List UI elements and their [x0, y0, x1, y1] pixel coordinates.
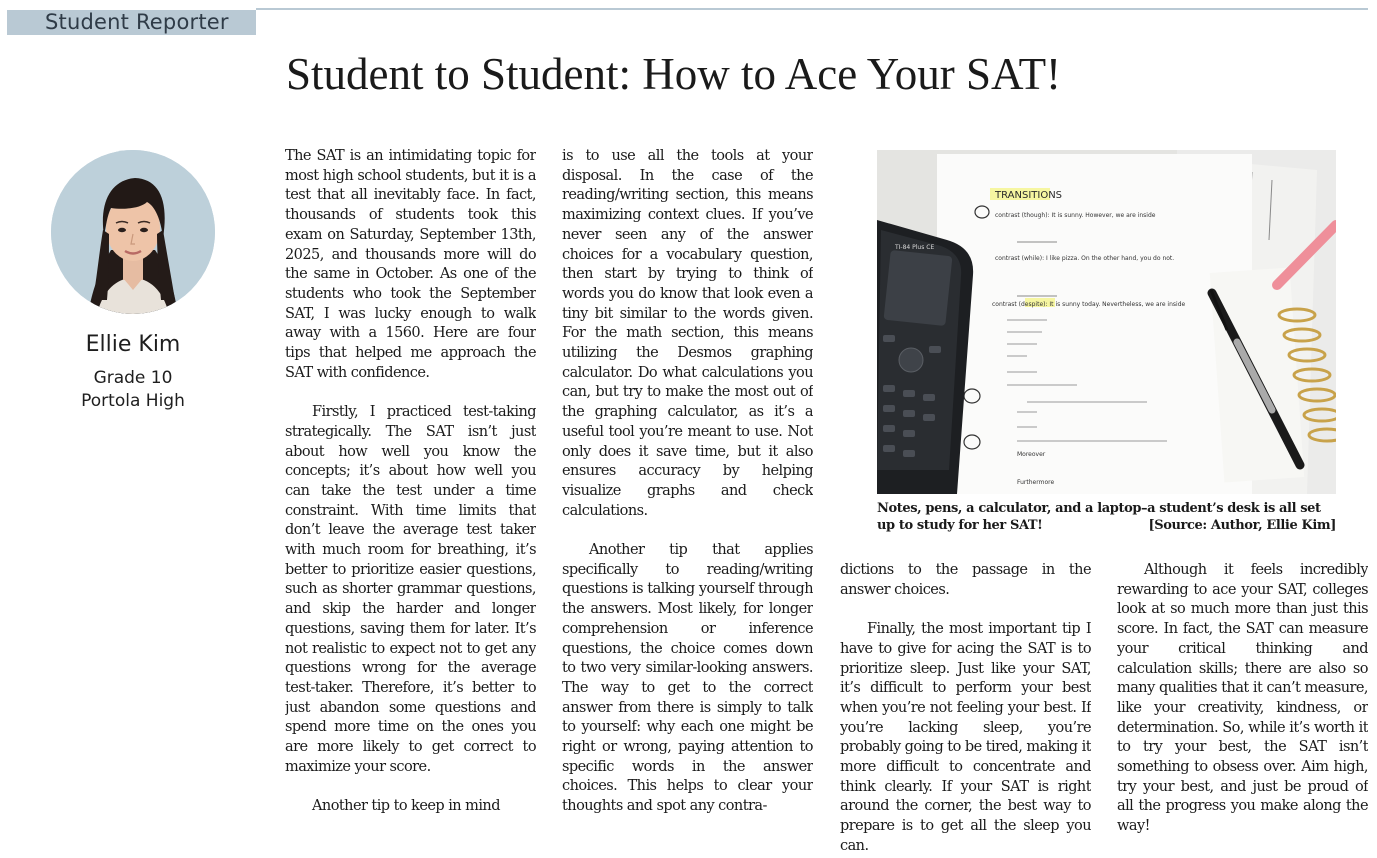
- article-paragraph: is to use all the tools at your disposal. In the case of the reading/writing section, this means maximizing context clues. If you’ve never seen any of the answer choices for a vocabulary question, then start by trying to think of words you do know that look even a tiny bit similar to the words given. For the math section, this means utilizing the Desmos graphing calculator. Do what calculations you can, but try to make the most out of the graphing calculator, as it’s a useful tool you’re meant to use. Not only does it save time, but it also ensures accuracy by helping visualize graphs and check calculations.: [562, 148, 813, 519]
- note-line: contrast (despite): It is sunny today. Nevertheless, we are inside: [992, 301, 1186, 308]
- article-paragraph: The SAT is an intimidating topic for most high school students, but it is a test that all inevitably face. In fact, thousands of students took this exam on Saturday, September 13th, 2025, and thousands more will do the same in October. As one of the students who took the September SAT, I was lucky enough to walk away with a 1560. Here are four tips that helped me approach the SAT with confidence.: [285, 148, 536, 381]
- article-paragraph: Although it feels incredibly rewarding to ace your SAT, colleges look at so much more than just this score. In fact, the SAT can measure your critical thinking and calculation skills; there are also so many qualities that it can’t measure, like your creativity, kindness, or determination. So, while it’s worth it to try your best, the SAT isn’t something to obsess over. Aim high, try your best, and just be proud of all the progress you make along the way!: [1117, 562, 1368, 835]
- photo-caption: [877, 500, 1336, 534]
- article-column-2: [562, 147, 813, 858]
- note-line: contrast (though): It is sunny. However, we are inside: [995, 212, 1156, 219]
- article-photo: [877, 150, 1336, 494]
- article-column-3: [840, 561, 1091, 858]
- author-name: Ellie Kim: [85, 332, 181, 357]
- headline: Student to Student: How to Ace Your SAT!: [286, 49, 1062, 99]
- article-paragraph: Another tip that applies specifically to reading/writing questions is talking yourself through the answers. Most likely, for longer comprehension or inference questions, the choice comes down to two very similar-looking answers. The way to get to the correct answer from there is simply to talk to yourself: why each one might be right or wrong, paying attention to specific words in the answer choices. This helps to clear your thoughts and spot any contra-: [562, 542, 813, 815]
- section-tab: [7, 10, 256, 35]
- photo-source: [Source: Author, Ellie Kim]: [1148, 518, 1336, 533]
- author-grade: Grade 10: [93, 368, 173, 388]
- study-desk-illustration: [877, 150, 1336, 494]
- photo-caption-text: Notes, pens, a calculator, and a laptop–a student’s desk is all set up to study for her SAT!: [877, 501, 1321, 533]
- note-line: contrast (while): I like pizza. On the other hand, you do not.: [995, 255, 1175, 262]
- author-portrait-illustration: [51, 150, 215, 314]
- author-school: Portola High: [81, 391, 185, 411]
- article-paragraph: dictions to the passage in the answer choices.: [840, 562, 1091, 598]
- calculator-label: TI-84 Plus CE: [895, 244, 935, 251]
- article-paragraph: Another tip to keep in mind: [312, 798, 500, 815]
- note-line: Furthermore: [1017, 479, 1055, 486]
- calculator-illustration: [877, 220, 973, 494]
- note-line: Moreover: [1017, 451, 1046, 458]
- notes-heading: TRANSITIONS: [995, 190, 1063, 201]
- author-avatar: [51, 150, 215, 314]
- article-paragraph: Finally, the most important tip I have to give for acing the SAT is to prioritize sleep. Just like your SAT, it’s difficult to perform your best when you’re not feeling your best. If you’re lacking sleep, you’re probably going to be tired, making it more difficult to concentrate and think clearly. If your SAT is right around the corner, the best way to prepare is to get all the sleep you can.: [840, 621, 1091, 854]
- article-column-1: [285, 147, 536, 858]
- article-column-4: [1117, 561, 1368, 858]
- article-paragraph: Firstly, I practiced test-taking strategically. The SAT isn’t just about how well you know the concepts; it’s about how well you can take the test under a time constraint. With time limits that don’t leave the average test taker with much room for breathing, it’s better to prioritize easier questions, such as shorter grammar questions, and skip the harder and longer questions, saving them for later. It’s not realistic to expect not to get any questions wrong for the average test-taker. Therefore, it’s better to just abandon some questions and spend more time on the ones you are more likely to get correct to maximize your score.: [285, 404, 536, 775]
- section-label: Student Reporter: [45, 10, 229, 34]
- top-rule: [256, 8, 1368, 10]
